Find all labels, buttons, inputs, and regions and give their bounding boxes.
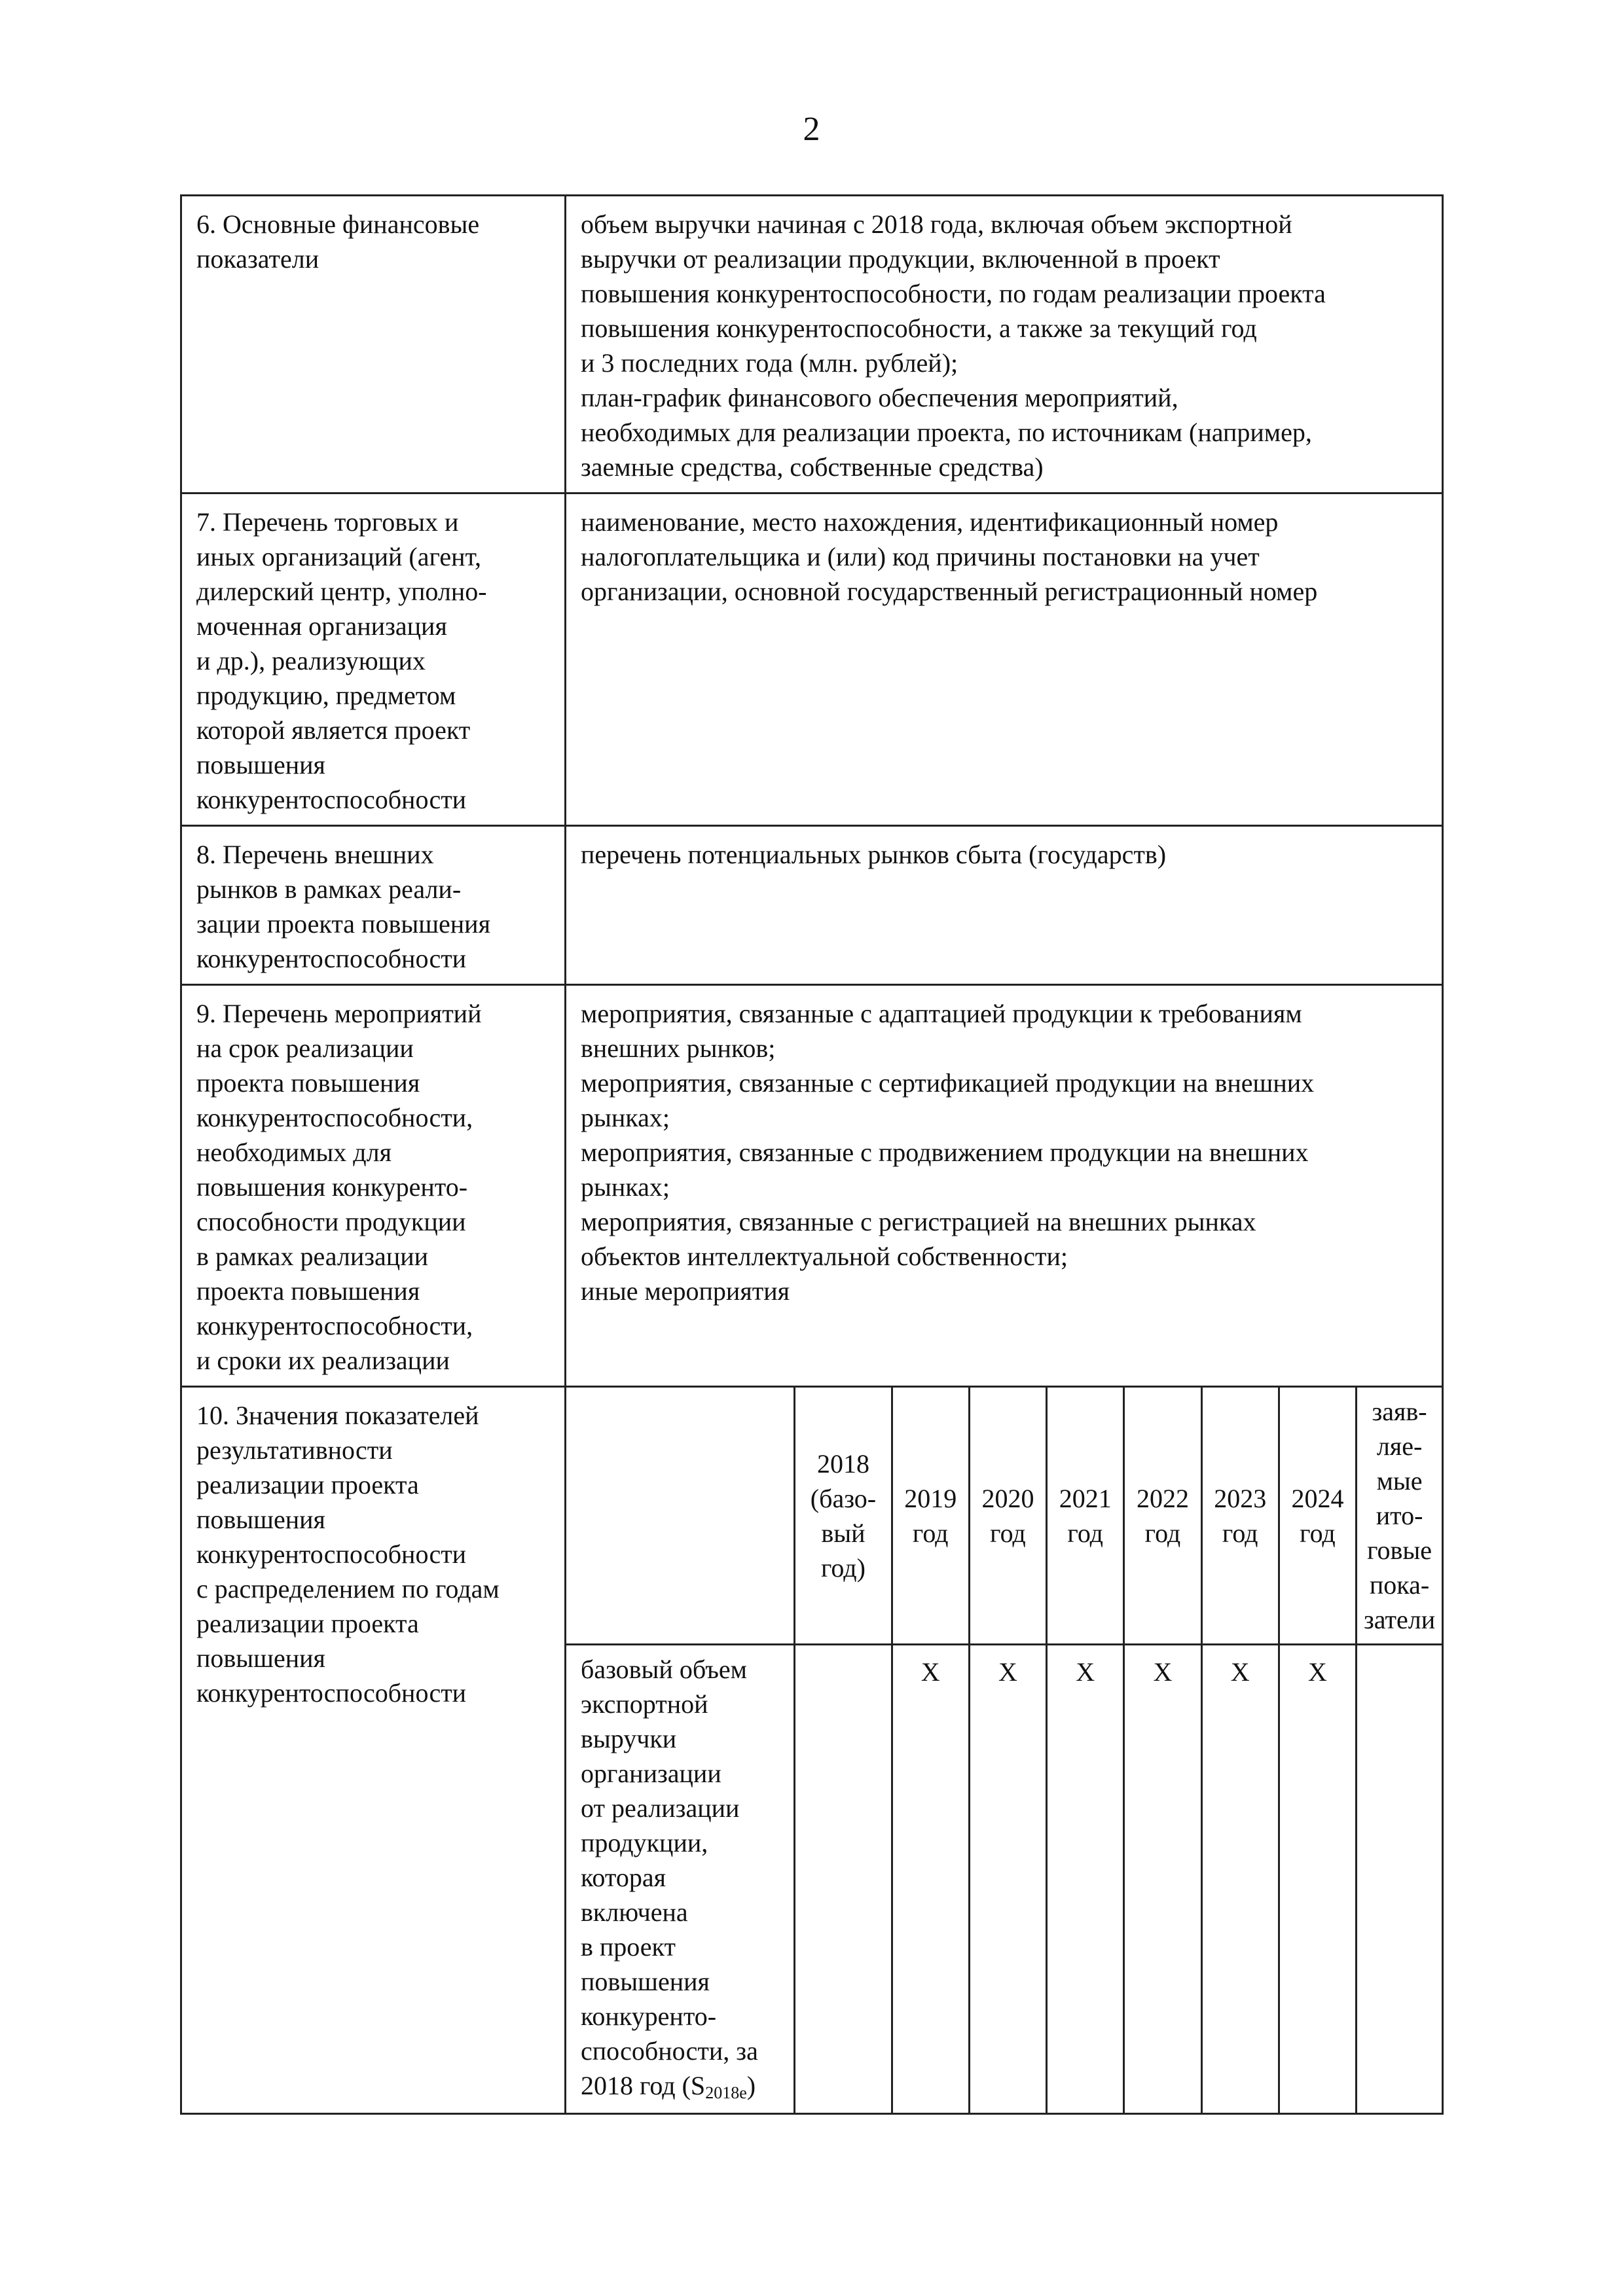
text-line: рынках; bbox=[581, 1172, 670, 1202]
row-label bbox=[181, 1387, 566, 2114]
passport-table bbox=[180, 194, 1444, 2115]
total-header bbox=[1357, 1388, 1442, 1645]
text-line: мероприятия, связанные с сертификацией продукции на внешних bbox=[581, 1068, 1315, 1098]
text-line: (базо- bbox=[810, 1483, 877, 1513]
text-fragment: 2018 год (S bbox=[581, 2071, 706, 2100]
row-content bbox=[566, 826, 1443, 985]
indicator-name bbox=[566, 1645, 795, 2113]
base-year-value bbox=[795, 1645, 892, 2113]
text-line: конкурентоспособности bbox=[196, 1539, 467, 1569]
text-line: проекта повышения bbox=[196, 1276, 420, 1306]
text-line: на срок реализации bbox=[196, 1033, 414, 1063]
table-row bbox=[181, 826, 1443, 985]
text-line: от реализации bbox=[581, 1793, 740, 1823]
text-line: конкурентоспособности, bbox=[196, 1103, 473, 1132]
year-mark: X bbox=[1047, 1645, 1124, 2113]
text-line: которой является проект bbox=[196, 715, 471, 745]
row-content bbox=[566, 196, 1443, 493]
text-line: заяв- bbox=[1372, 1397, 1427, 1426]
text-line: с распределением по годам bbox=[196, 1574, 500, 1604]
text-line: в проект bbox=[581, 1932, 676, 1962]
text-line: заемные средства, собственные средства) bbox=[581, 452, 1044, 482]
base-year-header bbox=[795, 1388, 892, 1645]
text-line: повышения конкуренто- bbox=[196, 1172, 468, 1202]
year-header bbox=[1279, 1388, 1356, 1645]
text-line: повышения конкурентоспособности, а также за текущий год bbox=[581, 314, 1257, 343]
indicator-name-header bbox=[566, 1388, 795, 1645]
text-line: которая bbox=[581, 1863, 666, 1892]
indicator-row bbox=[566, 1645, 1442, 2113]
text-line: налогоплательщика и (или) код причины постановки на учет bbox=[581, 542, 1260, 571]
text-line: 6. Основные финансовые bbox=[196, 209, 480, 239]
text-line: иные мероприятия bbox=[581, 1276, 790, 1306]
text-line: в рамках реализации bbox=[196, 1242, 429, 1271]
year-label: 2022 bbox=[1136, 1483, 1189, 1513]
text-line: повышения bbox=[196, 1505, 325, 1534]
table-row bbox=[181, 196, 1443, 493]
table-row bbox=[181, 1387, 1443, 2114]
text-line: проекта повышения bbox=[196, 1068, 420, 1098]
total-value bbox=[1357, 1645, 1442, 2113]
text-line: показатели bbox=[196, 244, 319, 274]
year-header bbox=[892, 1388, 969, 1645]
text-line: наименование, место нахождения, идентификационный номер bbox=[581, 507, 1279, 537]
text-line: повышения конкурентоспособности, по годам реализации проекта bbox=[581, 279, 1326, 308]
text-line: зации проекта повышения bbox=[196, 909, 490, 939]
text-line: необходимых для реализации проекта, по источникам (например, bbox=[581, 418, 1312, 447]
text-line: повышения bbox=[196, 750, 325, 780]
text-line: рынках; bbox=[581, 1103, 670, 1132]
year-label: 2019 bbox=[904, 1483, 957, 1513]
row-label bbox=[181, 826, 566, 985]
text-line: 7. Перечень торговых и bbox=[196, 507, 459, 537]
year-label: 2024 bbox=[1291, 1483, 1344, 1513]
table-row bbox=[181, 493, 1443, 826]
text-line: перечень потенциальных рынков сбыта (государств) bbox=[581, 840, 1167, 869]
text-line: конкурентоспособности, bbox=[196, 1311, 473, 1340]
text-line: 10. Значения показателей bbox=[196, 1401, 479, 1430]
text-line: способности, за bbox=[581, 2036, 758, 2066]
year-header bbox=[1047, 1388, 1124, 1645]
text-line: мероприятия, связанные с адаптацией продукции к требованиям bbox=[581, 999, 1302, 1028]
text-line: реализации проекта bbox=[196, 1609, 419, 1638]
row-label bbox=[181, 985, 566, 1387]
text-line: 2018 bbox=[816, 1448, 869, 1479]
year-label: 2023 bbox=[1214, 1483, 1267, 1513]
row-label bbox=[181, 493, 566, 826]
text-line: 9. Перечень мероприятий bbox=[196, 999, 482, 1028]
text-line: необходимых для bbox=[196, 1138, 392, 1167]
subscript: 2018e bbox=[705, 2083, 747, 2102]
text-line: дилерский центр, уполно- bbox=[196, 577, 487, 606]
year-mark: X bbox=[892, 1645, 969, 2113]
text-line: и сроки их реализации bbox=[196, 1346, 450, 1375]
indicators-cell bbox=[566, 1387, 1443, 2114]
text-line: год) bbox=[820, 1552, 866, 1583]
text-line: повышения bbox=[196, 1643, 325, 1673]
text-line: и 3 последних года (млн. рублей); bbox=[581, 348, 958, 378]
text-line: иных организаций (агент, bbox=[196, 542, 482, 571]
year-label: 2021 bbox=[1059, 1483, 1112, 1513]
text-line: затели bbox=[1363, 1605, 1436, 1634]
text-line: организации, основной государственный регистрационный номер bbox=[581, 577, 1318, 606]
text-line: и др.), реализующих bbox=[196, 646, 426, 675]
row-content bbox=[566, 493, 1443, 826]
text-line: выручки от реализации продукции, включенной в проект bbox=[581, 244, 1220, 274]
text-line: внешних рынков; bbox=[581, 1033, 776, 1063]
text-line: 8. Перечень внешних bbox=[196, 840, 434, 869]
text-line: рынков в рамках реали- bbox=[196, 874, 462, 904]
row-content bbox=[566, 985, 1443, 1387]
text-line: экспортной bbox=[581, 1689, 708, 1719]
year-mark: X bbox=[1279, 1645, 1356, 2113]
text-line: конкуренто- bbox=[581, 2001, 717, 2031]
indicators-header-row bbox=[566, 1388, 1442, 1645]
year-unit: год bbox=[1222, 1518, 1258, 1548]
text-line: объем выручки начиная с 2018 года, включая объем экспортной bbox=[581, 209, 1292, 239]
text-line: повышения bbox=[581, 1967, 710, 1996]
text-line: продукции, bbox=[581, 1828, 708, 1857]
text-line bbox=[581, 2068, 790, 2106]
year-mark: X bbox=[969, 1645, 1046, 2113]
text-line: ляе- bbox=[1376, 1431, 1423, 1461]
text-line: мероприятия, связанные с регистрацией на внешних рынках bbox=[581, 1207, 1256, 1236]
year-unit: год bbox=[1067, 1518, 1104, 1548]
indicators-table bbox=[566, 1388, 1442, 2113]
text-fragment: ) bbox=[746, 2071, 756, 2100]
text-line: реализации проекта bbox=[196, 1470, 419, 1499]
text-line: объектов интеллектуальной собственности; bbox=[581, 1242, 1068, 1271]
table-row bbox=[181, 985, 1443, 1387]
page-number: 2 bbox=[803, 111, 820, 148]
text-line: ито- bbox=[1376, 1501, 1423, 1530]
text-line: включена bbox=[581, 1897, 688, 1927]
text-line: конкурентоспособности bbox=[196, 1678, 467, 1708]
year-header bbox=[1201, 1388, 1279, 1645]
text-line: план-график финансового обеспечения мероприятий, bbox=[581, 383, 1178, 412]
text-line: базовый объем bbox=[581, 1655, 747, 1684]
year-mark: X bbox=[1201, 1645, 1279, 2113]
text-line: выручки bbox=[581, 1724, 677, 1753]
text-line: вый bbox=[821, 1518, 866, 1548]
row-label bbox=[181, 196, 566, 493]
year-unit: год bbox=[912, 1518, 949, 1548]
text-line: пока- bbox=[1369, 1570, 1430, 1600]
year-label: 2020 bbox=[981, 1483, 1034, 1513]
text-line: конкурентоспособности bbox=[196, 785, 467, 814]
text-line: способности продукции bbox=[196, 1207, 466, 1236]
year-mark: X bbox=[1124, 1645, 1201, 2113]
year-unit: год bbox=[1144, 1518, 1181, 1548]
year-header bbox=[969, 1388, 1046, 1645]
text-line: говые bbox=[1367, 1535, 1432, 1565]
text-line: продукцию, предметом bbox=[196, 681, 456, 710]
text-line: результативности bbox=[196, 1435, 393, 1465]
text-line: мероприятия, связанные с продвижением продукции на внешних bbox=[581, 1138, 1309, 1167]
text-line: моченная организация bbox=[196, 611, 447, 641]
year-unit: год bbox=[1300, 1518, 1336, 1548]
year-unit: год bbox=[990, 1518, 1026, 1548]
text-line: организации bbox=[581, 1759, 721, 1788]
text-line: конкурентоспособности bbox=[196, 944, 467, 973]
text-line: мые bbox=[1376, 1466, 1423, 1496]
year-header bbox=[1124, 1388, 1201, 1645]
